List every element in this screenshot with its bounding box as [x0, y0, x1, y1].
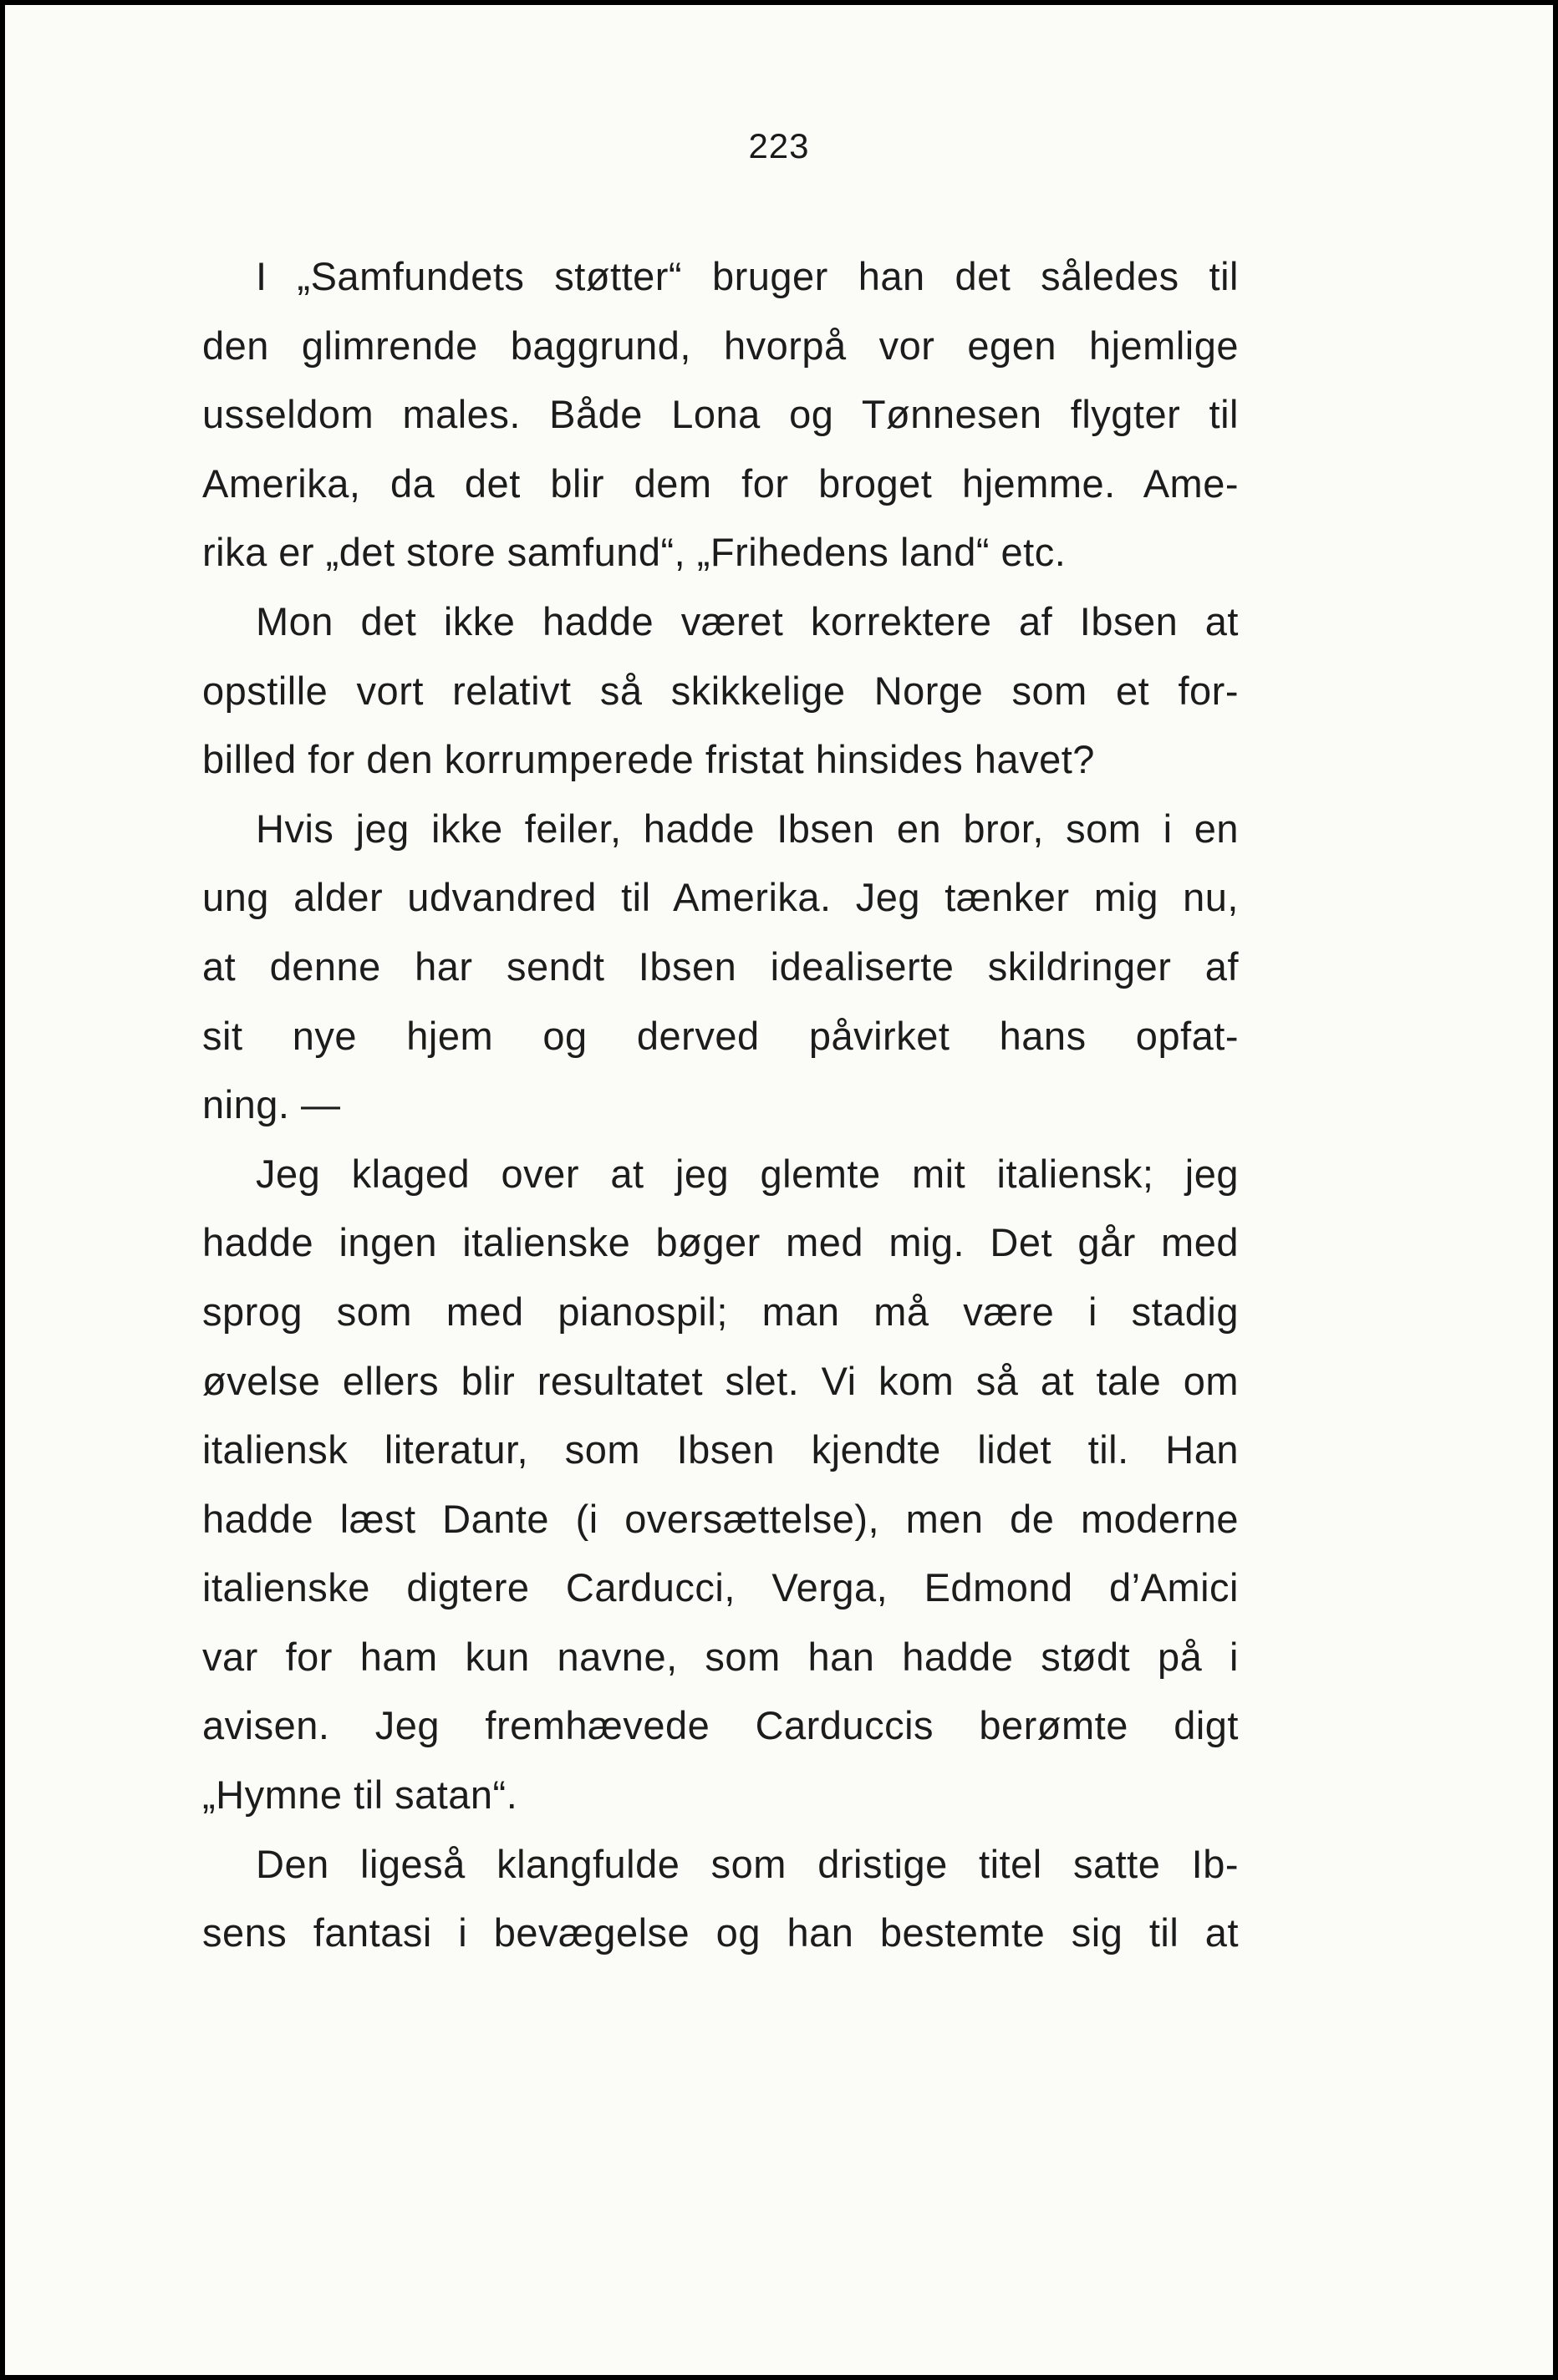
text-line: hadde ingen italienske bøger med mig. Det går med — [202, 1220, 1239, 1265]
text-line: var for ham kun navne, som han hadde stødt på i — [202, 1634, 1239, 1679]
body-text — [202, 242, 1239, 1968]
text-line: billed for den korrumperede fristat hinsides havet? — [202, 737, 1095, 782]
text-line: øvelse ellers blir resultatet slet. Vi kom så at tale om — [202, 1358, 1239, 1403]
text-line: hadde læst Dante (i oversættelse), men de moderne — [202, 1496, 1239, 1541]
text-line: ning. — — [202, 1082, 341, 1127]
text-line: I „Samfundets støtter“ bruger han det således til — [256, 254, 1239, 298]
text-line: Amerika, da det blir dem for broget hjemme. Ame- — [202, 460, 1239, 506]
text-line: Mon det ikke hadde været korrektere af Ibsen at — [256, 598, 1239, 643]
book-page — [5, 5, 1553, 2375]
text-line: at denne har sendt Ibsen idealiserte skildringer af — [202, 943, 1239, 989]
text-line: italienske digtere Carducci, Verga, Edmond d’Amici — [202, 1565, 1239, 1610]
text-line: Jeg klaged over at jeg glemte mit italiensk; jeg — [256, 1151, 1239, 1196]
text-line: Den ligeså klangfulde som dristige titel satte Ib- — [256, 1841, 1239, 1886]
text-line: ung alder udvandred til Amerika. Jeg tænker mig nu, — [202, 875, 1239, 920]
text-line: Hvis jeg ikke feiler, hadde Ibsen en bror, som i en — [256, 806, 1239, 851]
text-line: sens fantasi i bevægelse og han bestemte sig til at — [202, 1910, 1239, 1955]
text-line: usseldom males. Både Lona og Tønnesen flygter til — [202, 392, 1239, 437]
text-line: rika er „det store samfund“, „Frihedens land“ etc. — [202, 530, 1067, 575]
page-number: 223 — [748, 126, 810, 165]
text-line: sit nye hjem og derved påvirket hans opfat- — [202, 1013, 1239, 1058]
text-line: sprog som med pianospil; man må være i stadig — [202, 1289, 1239, 1334]
text-line: „Hymne til satan“. — [202, 1772, 518, 1818]
text-line: opstille vort relativt så skikkelige Norge som et for- — [202, 668, 1239, 713]
text-line: italiensk literatur, som Ibsen kjendte lidet til. Han — [202, 1427, 1239, 1472]
text-line: avisen. Jeg fremhævede Carduccis berømte digt — [202, 1703, 1239, 1748]
text-line: den glimrende baggrund, hvorpå vor egen hjemlige — [202, 323, 1239, 368]
